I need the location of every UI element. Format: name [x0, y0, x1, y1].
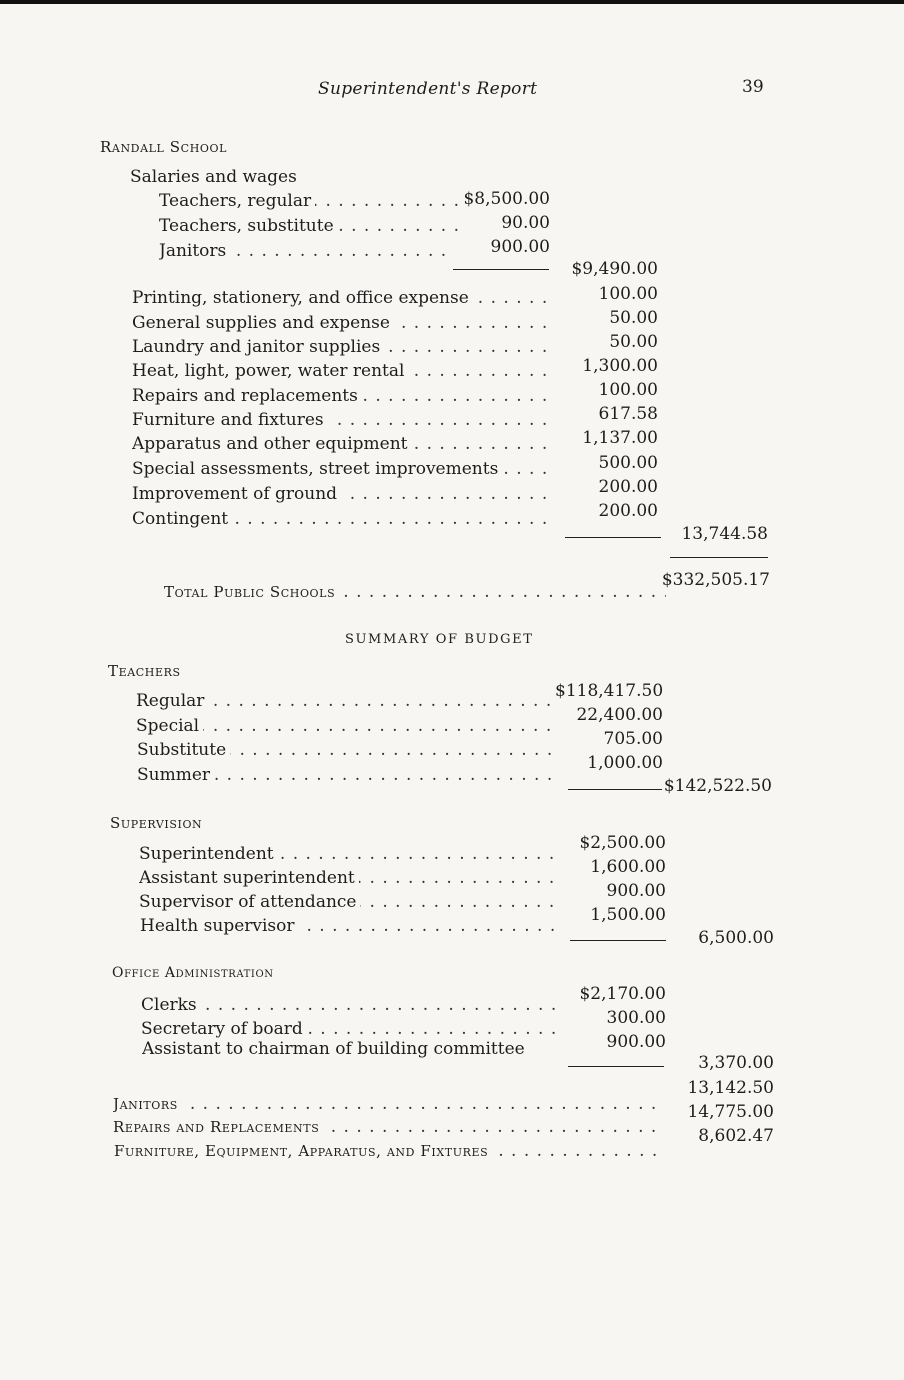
expense-row-label: Printing, stationery, and office expense . . .: [132, 288, 552, 308]
office-row-amount: 900.00: [606, 1032, 666, 1052]
teachers-total: $142,522.50: [663, 776, 772, 796]
page-top-edge: [0, 0, 904, 4]
salary-row-label: Janitors . . .: [159, 241, 451, 261]
expense-row-label: Furniture and fixtures . . .: [132, 410, 552, 430]
subtotal-rule: [570, 940, 666, 941]
expense-row-amount: 200.00: [598, 501, 658, 521]
salaries-total: $9,490.00: [571, 259, 658, 279]
expense-row-label: General supplies and expense . . .: [132, 313, 552, 333]
subtotal-rule: [565, 537, 661, 538]
repairs-label: Repairs and Replacements . . .: [113, 1117, 665, 1137]
teachers-heading: Teachers: [108, 662, 181, 680]
randall-school-heading: Randall School: [100, 138, 228, 156]
expense-row-amount: 1,137.00: [582, 428, 658, 448]
teachers-row-label: Substitute . . .: [137, 740, 557, 760]
office-row-label: Secretary of board . . .: [141, 1019, 561, 1039]
supervision-row-label: Assistant superintendent . . .: [139, 868, 559, 888]
expense-row-amount: 100.00: [598, 284, 658, 304]
furniture-label: Furniture, Equipment, Apparatus, and Fixtures . . .: [114, 1141, 666, 1161]
expense-row-label: Heat, light, power, water rental . . .: [132, 361, 552, 381]
expense-row-label: Special assessments, street improvements . . .: [132, 459, 554, 479]
supervision-row-label: Health supervisor . . .: [140, 916, 560, 936]
supervision-row-amount: 1,600.00: [590, 857, 666, 877]
supervision-row-label: Superintendent . . .: [139, 844, 559, 864]
supervision-row-amount: 1,500.00: [590, 905, 666, 925]
subtotal-rule: [453, 269, 549, 270]
office-row-label: Clerks . . .: [141, 995, 561, 1015]
janitors-amount: 13,142.50: [687, 1078, 774, 1098]
expense-row-label: Improvement of ground . . .: [132, 484, 552, 504]
expense-row-amount: 50.00: [609, 332, 658, 352]
salary-row-amount: $8,500.00: [463, 189, 550, 209]
expense-row-label: Repairs and replacements . . .: [132, 386, 552, 406]
total-public-schools-amount: $332,505.17: [661, 570, 770, 590]
teachers-row-label: Regular . . .: [136, 691, 556, 711]
janitors-label: Janitors . . .: [113, 1094, 665, 1114]
supervision-total: 6,500.00: [698, 928, 774, 948]
salary-row-amount: 900.00: [490, 237, 550, 257]
supervision-row-label: Supervisor of attendance . . .: [139, 892, 559, 912]
randall-total: 13,744.58: [681, 524, 768, 544]
salaries-heading: Salaries and wages: [130, 167, 297, 187]
running-header: Superintendent's Report: [318, 79, 538, 99]
total-rule: [670, 557, 768, 558]
teachers-row-label: Summer . . .: [137, 765, 559, 785]
salary-row-amount: 90.00: [501, 213, 550, 233]
salary-row-label: Teachers, substitute . . .: [159, 216, 461, 236]
supervision-heading: Supervision: [110, 814, 203, 832]
supervision-row-amount: $2,500.00: [579, 833, 666, 853]
expense-row-amount: 1,300.00: [582, 356, 658, 376]
office-row-amount: $2,170.00: [579, 984, 666, 1004]
teachers-row-amount: 705.00: [603, 729, 663, 749]
expense-row-amount: 617.58: [598, 404, 658, 424]
office-total: 3,370.00: [698, 1053, 774, 1073]
supervision-row-amount: 900.00: [606, 881, 666, 901]
furniture-amount: 8,602.47: [698, 1126, 774, 1146]
expense-row-amount: 500.00: [598, 453, 658, 473]
expense-row-amount: 50.00: [609, 308, 658, 328]
repairs-amount: 14,775.00: [687, 1102, 774, 1122]
expense-row-label: Laundry and janitor supplies . . .: [132, 337, 552, 357]
total-public-schools-label: Total Public Schools . . .: [164, 582, 666, 602]
subtotal-rule: [568, 1066, 664, 1067]
salary-row-label: Teachers, regular . . .: [159, 191, 461, 211]
page-number: 39: [742, 77, 764, 97]
expense-row-amount: 100.00: [598, 380, 658, 400]
expense-row-amount: 200.00: [598, 477, 658, 497]
expense-row-label: Apparatus and other equipment . . .: [132, 434, 552, 454]
subtotal-rule: [568, 789, 662, 790]
office-row-label: Assistant to chairman of building committee: [142, 1039, 562, 1059]
expense-row-label: Contingent . . .: [132, 509, 552, 529]
teachers-row-label: Special . . .: [136, 716, 556, 736]
summary-title: SUMMARY OF BUDGET: [345, 632, 534, 647]
teachers-row-amount: $118,417.50: [555, 681, 664, 701]
office-administration-heading: Office Administration: [112, 965, 274, 981]
teachers-row-amount: 1,000.00: [587, 753, 663, 773]
office-row-amount: 300.00: [606, 1008, 666, 1028]
teachers-row-amount: 22,400.00: [576, 705, 663, 725]
